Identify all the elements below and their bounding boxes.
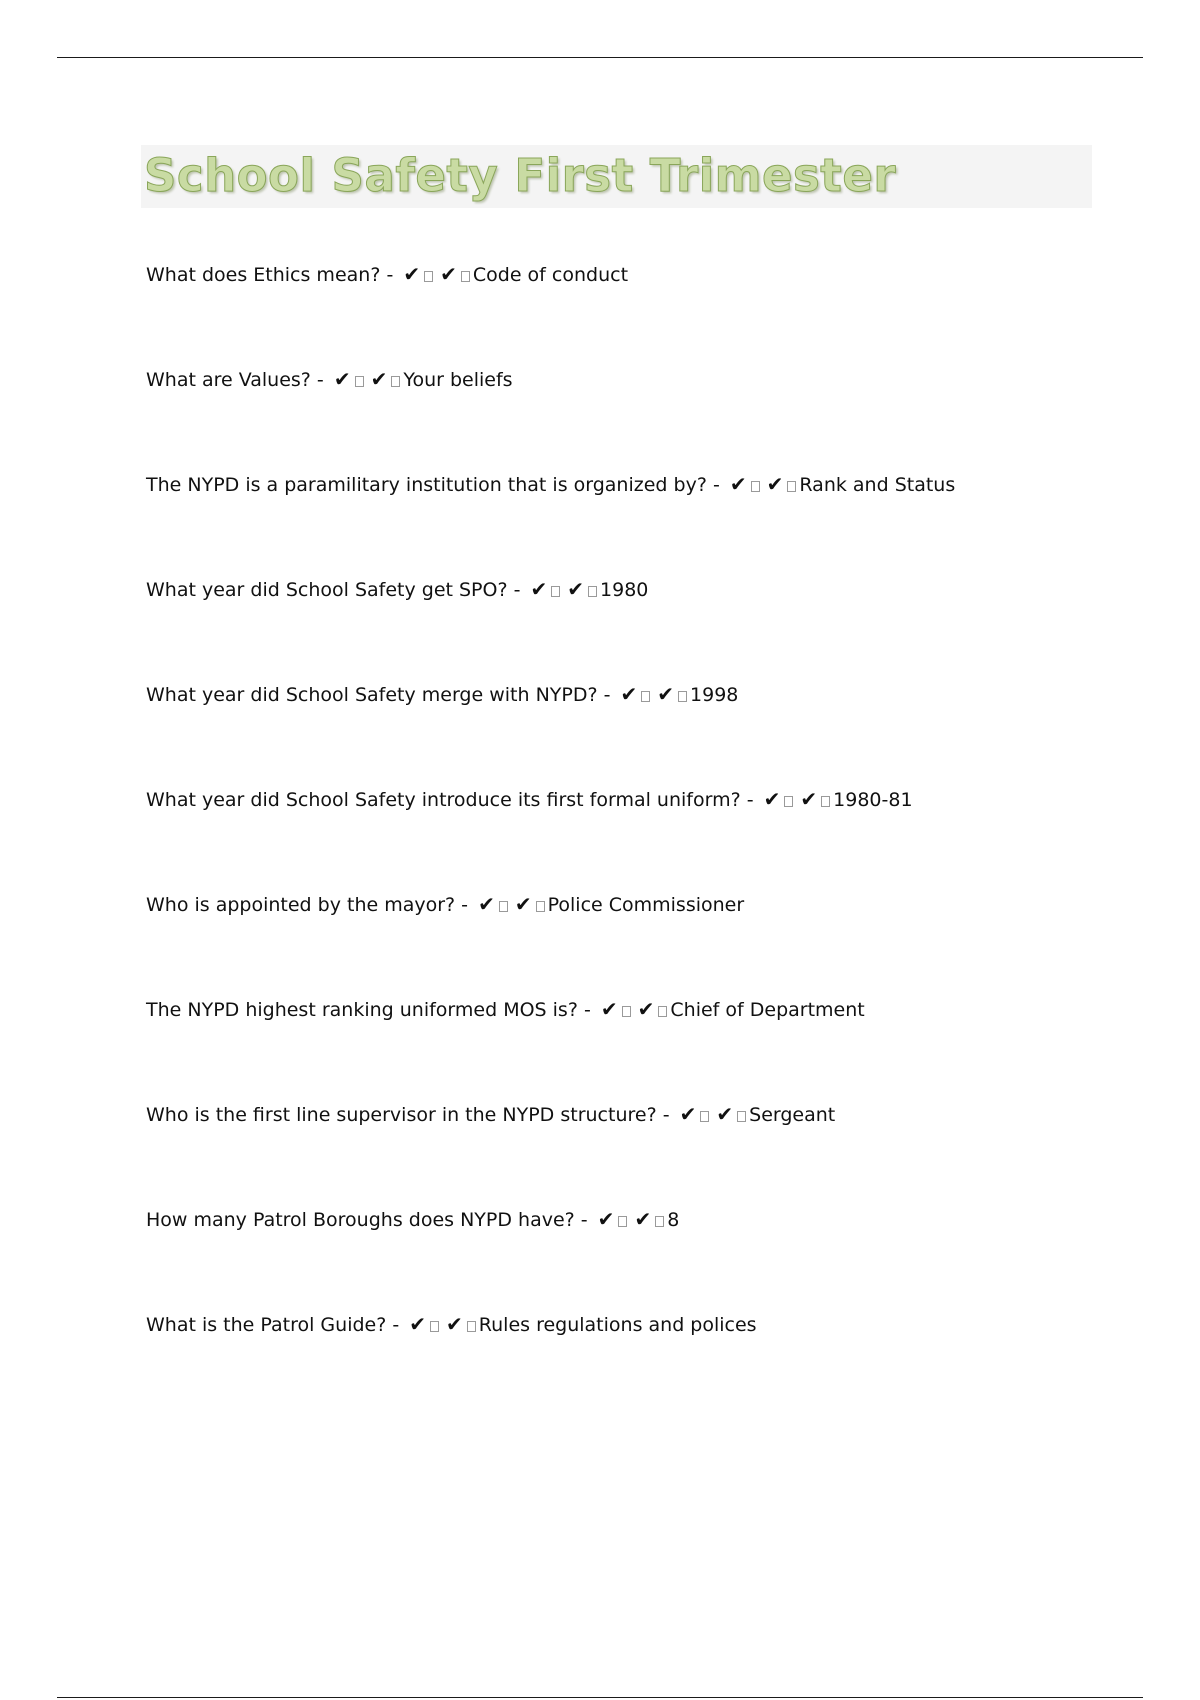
box-icon: [737, 1111, 746, 1122]
check-icon: ✔: [729, 472, 747, 496]
answer-text: 8: [667, 1209, 680, 1231]
question-text: What year did School Safety introduce its first formal uniform?: [146, 789, 741, 811]
check-icon: ✔: [370, 367, 388, 391]
check-icon: ✔: [333, 367, 351, 391]
box-icon: [678, 691, 687, 702]
question-text: What is the Patrol Guide?: [146, 1314, 387, 1336]
box-icon: [551, 586, 560, 597]
question-text: What year did School Safety get SPO?: [146, 579, 508, 601]
box-icon: [588, 586, 597, 597]
separator: -: [386, 1314, 406, 1336]
box-icon: [391, 376, 400, 387]
separator: -: [310, 369, 330, 391]
box-icon: [618, 1216, 627, 1227]
answer-text: Rank and Status: [799, 474, 956, 496]
qa-item: [146, 1102, 1106, 1207]
box-icon: [461, 271, 470, 282]
box-icon: [536, 901, 545, 912]
box-icon: [424, 271, 433, 282]
answer-text: Your beliefs: [403, 369, 513, 391]
box-icon: [622, 1006, 631, 1017]
check-icon: ✔: [716, 1102, 734, 1126]
box-icon: [700, 1111, 709, 1122]
qa-item: [146, 1207, 1106, 1312]
answer-text: 1980: [600, 579, 649, 601]
check-icon: ✔: [440, 262, 457, 286]
check-icon: ✔: [597, 1207, 615, 1231]
box-icon: [355, 376, 364, 387]
separator: -: [574, 1209, 594, 1231]
separator: -: [740, 789, 760, 811]
qa-item: [146, 787, 1106, 892]
page-title: School Safety First Trimester: [144, 149, 897, 202]
question-text: Who is the first line supervisor in the NYPD structure?: [146, 1104, 657, 1126]
qa-item: [146, 682, 1106, 787]
box-icon: [751, 481, 760, 492]
box-icon: [658, 1006, 667, 1017]
separator: -: [706, 474, 726, 496]
box-icon: [430, 1321, 439, 1332]
question-text: The NYPD is a paramilitary institution that is organized by?: [146, 474, 707, 496]
box-icon: [467, 1321, 476, 1332]
check-icon: ✔: [657, 682, 675, 706]
qa-list: [146, 262, 1106, 1417]
check-icon: ✔: [403, 262, 421, 286]
check-icon: ✔: [514, 892, 532, 916]
separator: -: [455, 894, 475, 916]
check-icon: ✔: [600, 997, 618, 1021]
answer-text: Chief of Department: [670, 999, 865, 1021]
qa-item: [146, 262, 1106, 367]
answer-text: 1998: [690, 684, 739, 706]
separator: -: [577, 999, 597, 1021]
qa-item: [146, 577, 1106, 682]
answer-text: 1980-81: [833, 789, 913, 811]
check-icon: ✔: [763, 787, 781, 811]
box-icon: [784, 796, 793, 807]
footer-rule: [57, 1697, 1143, 1698]
header-rule: [57, 57, 1143, 58]
qa-item: [146, 997, 1106, 1102]
question-text: Who is appointed by the mayor?: [146, 894, 456, 916]
check-icon: ✔: [530, 577, 548, 601]
check-icon: ✔: [766, 472, 784, 496]
question-text: What are Values?: [146, 369, 311, 391]
check-icon: ✔: [800, 787, 818, 811]
qa-item: [146, 472, 1106, 577]
box-icon: [821, 796, 830, 807]
answer-text: Code of conduct: [472, 264, 629, 286]
question-text: How many Patrol Boroughs does NYPD have?: [146, 1209, 575, 1231]
answer-text: Police Commissioner: [547, 894, 745, 916]
qa-item: [146, 367, 1106, 472]
check-icon: ✔: [620, 682, 638, 706]
box-icon: [787, 481, 796, 492]
box-icon: [655, 1216, 664, 1227]
check-icon: ✔: [478, 892, 495, 916]
check-icon: ✔: [637, 997, 655, 1021]
separator: -: [507, 579, 527, 601]
separator: -: [597, 684, 617, 706]
check-icon: ✔: [679, 1102, 697, 1126]
answer-text: Rules regulations and polices: [478, 1314, 757, 1336]
check-icon: ✔: [446, 1312, 463, 1336]
question-text: What does Ethics mean?: [146, 264, 381, 286]
check-icon: ✔: [409, 1312, 427, 1336]
box-icon: [641, 691, 650, 702]
box-icon: [499, 901, 508, 912]
separator: -: [656, 1104, 676, 1126]
question-text: The NYPD highest ranking uniformed MOS is?: [146, 999, 578, 1021]
check-icon: ✔: [634, 1207, 652, 1231]
check-icon: ✔: [567, 577, 585, 601]
qa-item: [146, 1312, 1106, 1417]
answer-text: Sergeant: [749, 1104, 836, 1126]
question-text: What year did School Safety merge with NYPD?: [146, 684, 598, 706]
qa-item: [146, 892, 1106, 997]
separator: -: [380, 264, 400, 286]
